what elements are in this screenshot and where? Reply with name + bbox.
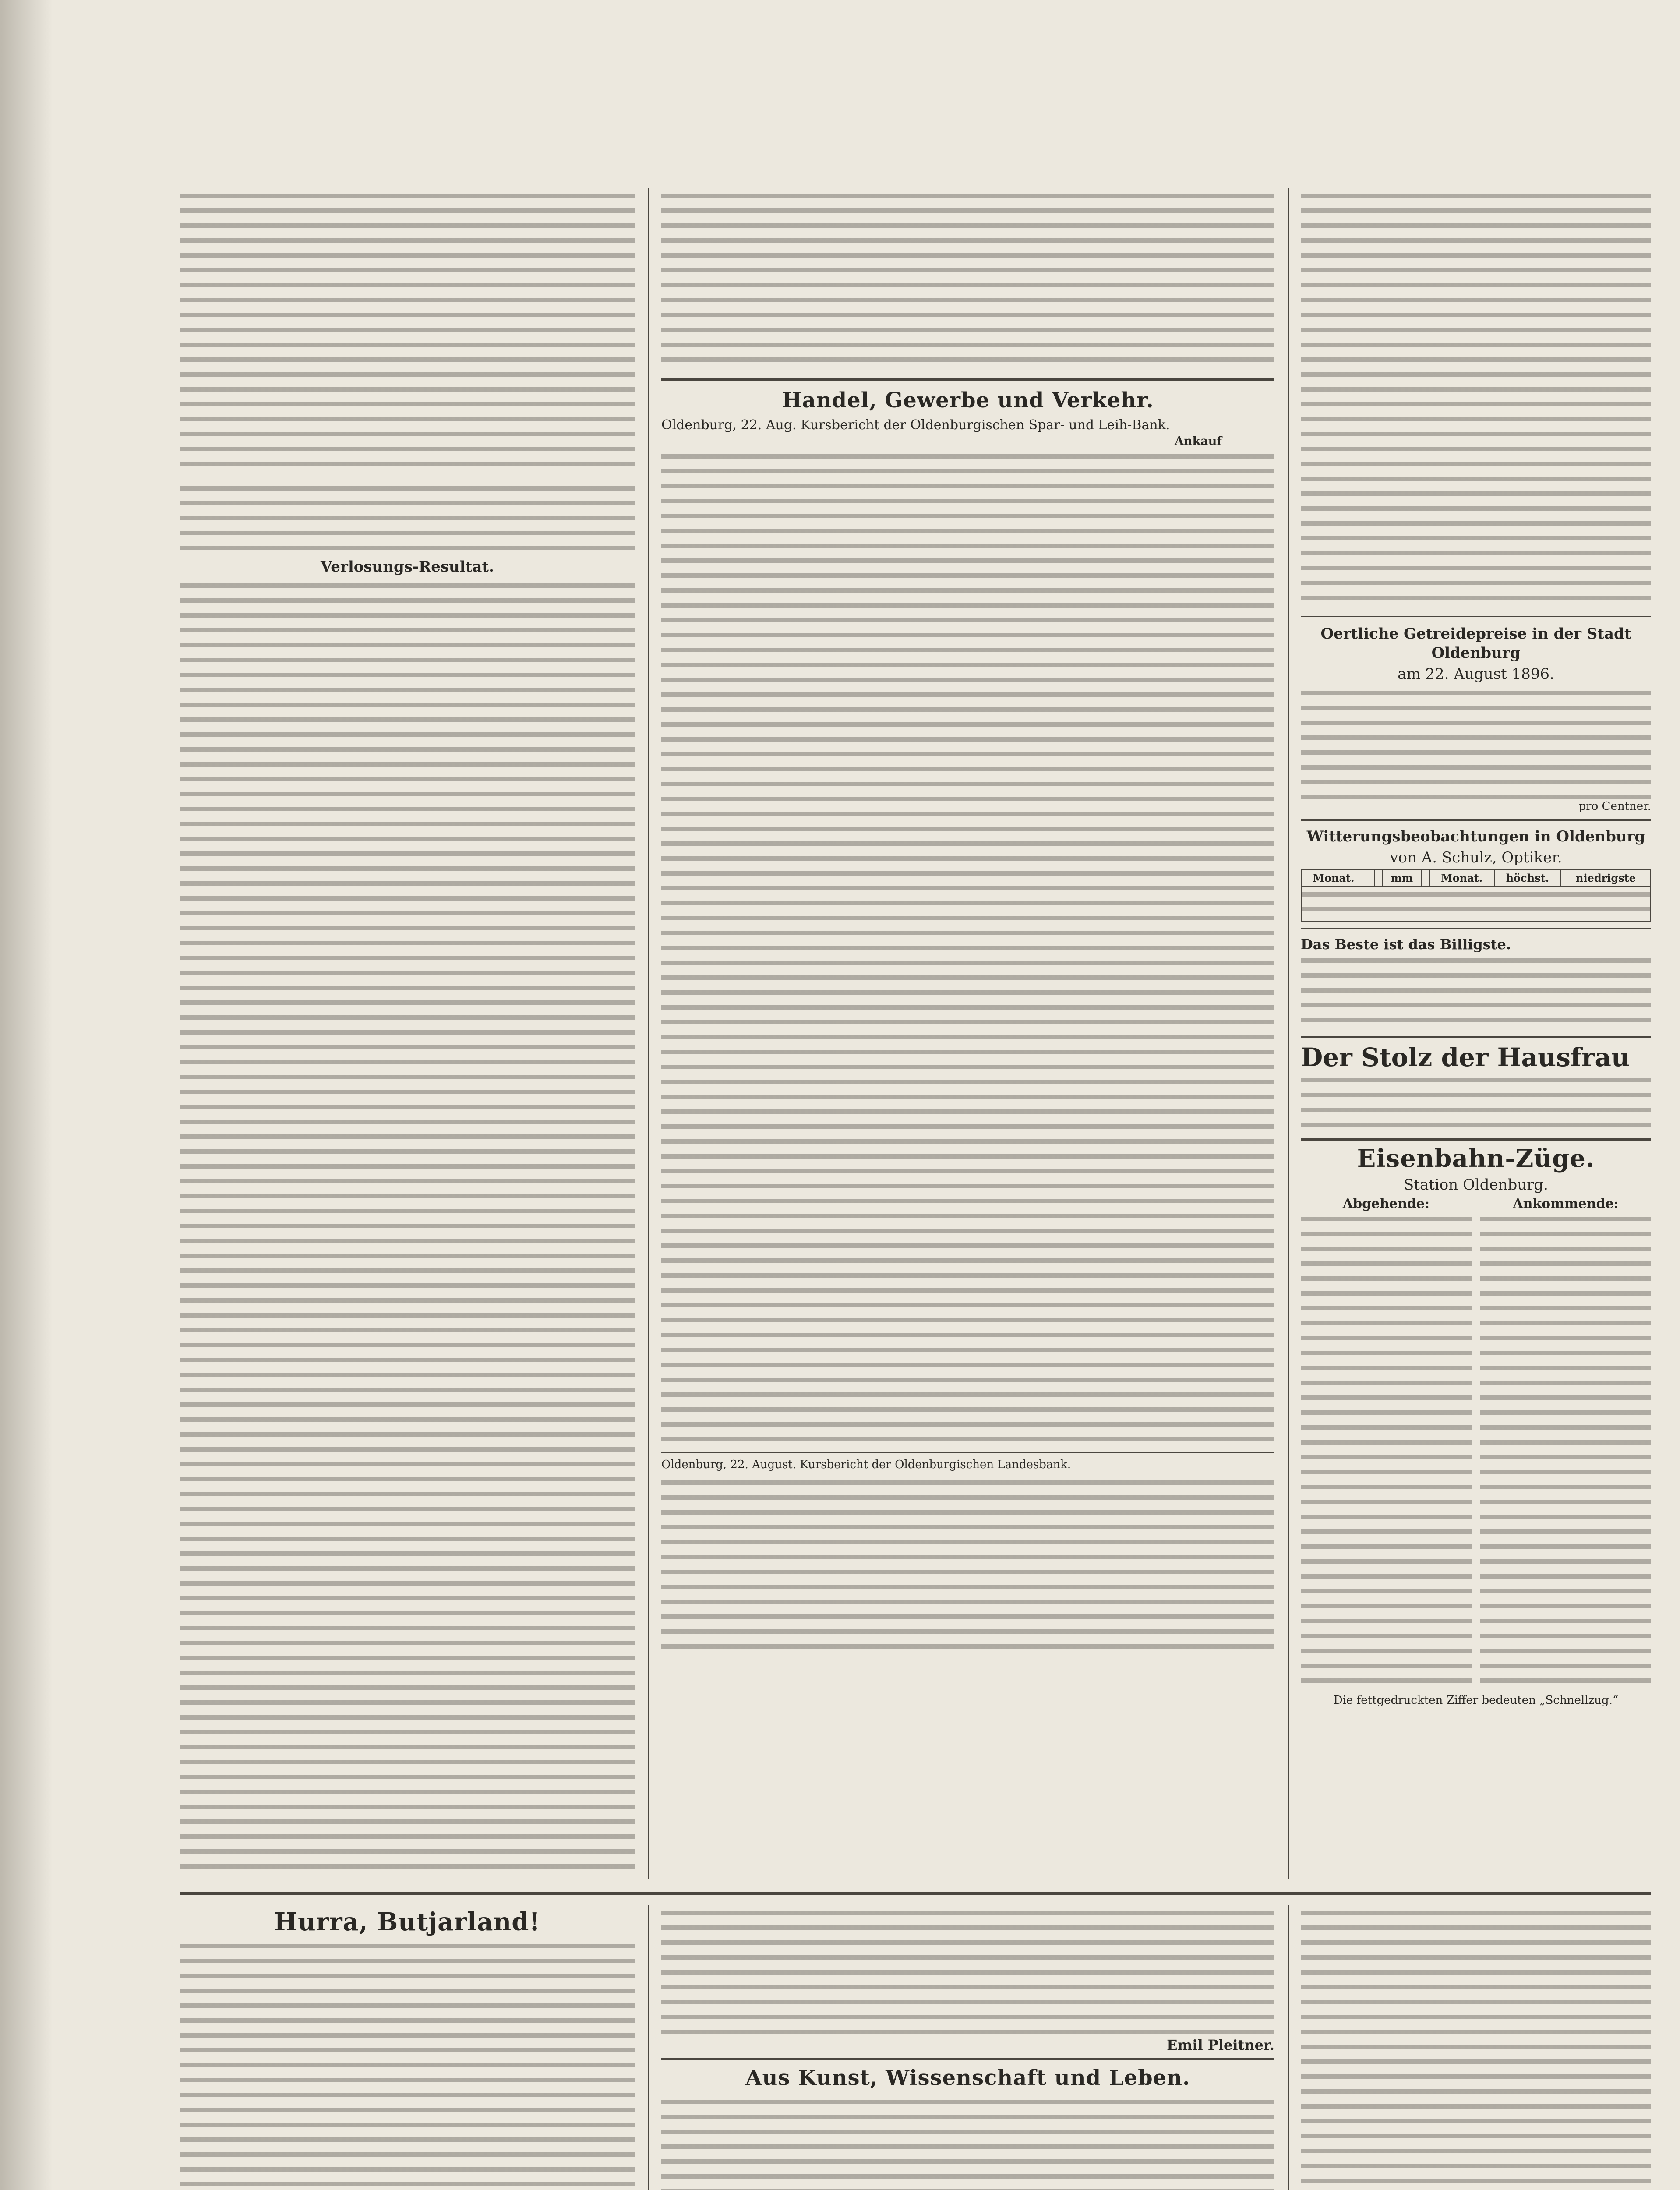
rail-columns: [1301, 1196, 1651, 1693]
grain-date: am 22. August 1896.: [1398, 665, 1554, 683]
column-3-lower-text: [1301, 1905, 1651, 2190]
ad-stolz-text: [1301, 1073, 1651, 1134]
section-heading-trade: Handel, Gewerbe und Verkehr.: [782, 388, 1154, 413]
ad-best-cheapest-text: [1301, 953, 1651, 1032]
poem-lines-mid: [661, 1905, 1274, 2037]
price-header-ankauf: Ankauf: [1174, 434, 1222, 448]
column-rule-1: [648, 188, 649, 1879]
weather-col-month-2: Monat.: [1429, 869, 1494, 887]
rail-rule: [1301, 1138, 1651, 1141]
feuilleton-rule: [661, 2058, 1274, 2060]
rail-heading: Eisenbahn-Züge.: [1357, 1144, 1595, 1173]
ad-stolz-hausfrau: Der Stolz der Hausfrau: [1301, 1042, 1630, 1072]
poem-title: Hurra, Butjarland!: [274, 1907, 540, 1936]
rail-sub: Station Oldenburg.: [1404, 1176, 1548, 1194]
rail-departures-heading: Abgehende:: [1342, 1196, 1430, 1212]
rail-arrivals-heading: Ankommende:: [1513, 1196, 1619, 1212]
intro-text: [180, 188, 635, 469]
weather-table: [1301, 869, 1651, 922]
ad-rule: [1301, 928, 1651, 929]
price-table: [661, 449, 1274, 1448]
column-rule-lower-1: [648, 1905, 649, 2190]
section-rule: [661, 378, 1274, 381]
rail-footer: Die fettgedruckten Ziffer bedeuten „Schnellzug.“: [1333, 1694, 1619, 1707]
second-kurs-intro: Oldenburg, 22. August. Kursbericht der Oldenburgischen Landesbank.: [661, 1458, 1071, 1471]
weather-col-mm: mm: [1383, 869, 1421, 887]
poem-signature: Emil Pleitner.: [1167, 2037, 1274, 2053]
weather-heading: Witterungsbeobachtungen in Oldenburg: [1306, 828, 1645, 845]
ad-best-cheapest: Das Beste ist das Billigste.: [1301, 936, 1511, 953]
weather-rule: [1301, 819, 1651, 821]
weather-col-low: niedrigste: [1561, 869, 1651, 887]
price-header-verkauf: [1222, 434, 1274, 449]
announcement-text: [180, 481, 635, 551]
feuilleton-heading: Aus Kunst, Wissenschaft und Leben.: [745, 2066, 1190, 2090]
grain-footer: pro Centner.: [1578, 800, 1651, 813]
poem-lines-left: [180, 1939, 635, 2190]
lottery-heading: Verlosungs-Resultat.: [321, 558, 494, 576]
column-1: [180, 188, 635, 1879]
column-2: [661, 188, 1274, 1879]
column-rule-2: [1288, 188, 1289, 1879]
poem-column: [180, 1905, 635, 2190]
rail-departures: [1301, 1196, 1472, 1693]
weather-header-row: [1301, 869, 1651, 887]
rail-arrivals: [1480, 1196, 1651, 1693]
grain-heading: Oertliche Getreidepreise in der Stadt Oldenburg: [1320, 625, 1631, 662]
feuilleton-text: [661, 2095, 1274, 2190]
column-rule-lower-2: [1288, 1905, 1289, 2190]
lower-section-rule: [180, 1892, 1651, 1895]
column-3-lower: [1301, 1905, 1651, 2190]
grain-rule: [1301, 616, 1651, 617]
grain-table: [1301, 685, 1651, 799]
weather-col-high: höchst.: [1494, 869, 1561, 887]
price-table-3: [1301, 188, 1651, 609]
rail-arrivals-list: [1480, 1212, 1651, 1693]
price-table-2: [661, 1475, 1274, 1650]
column-3: [1301, 188, 1651, 1879]
kurs-intro: Oldenburg, 22. Aug. Kursbericht der Oldenburgischen Spar- und Leih-Bank.: [661, 417, 1170, 433]
weather-col-month: Monat.: [1301, 869, 1366, 887]
lottery-list: [180, 578, 635, 1875]
lottery-list-continued: [661, 188, 1274, 372]
ad2-rule: [1301, 1036, 1651, 1038]
binding-edge: [0, 0, 53, 2190]
poem-continued-and-feuilleton: [661, 1905, 1274, 2190]
price-rule: [661, 1452, 1274, 1453]
newspaper-page: [162, 171, 1660, 2190]
rail-departures-list: [1301, 1212, 1472, 1693]
weather-sub: von A. Schulz, Optiker.: [1390, 849, 1562, 866]
price-header: [661, 434, 1274, 449]
